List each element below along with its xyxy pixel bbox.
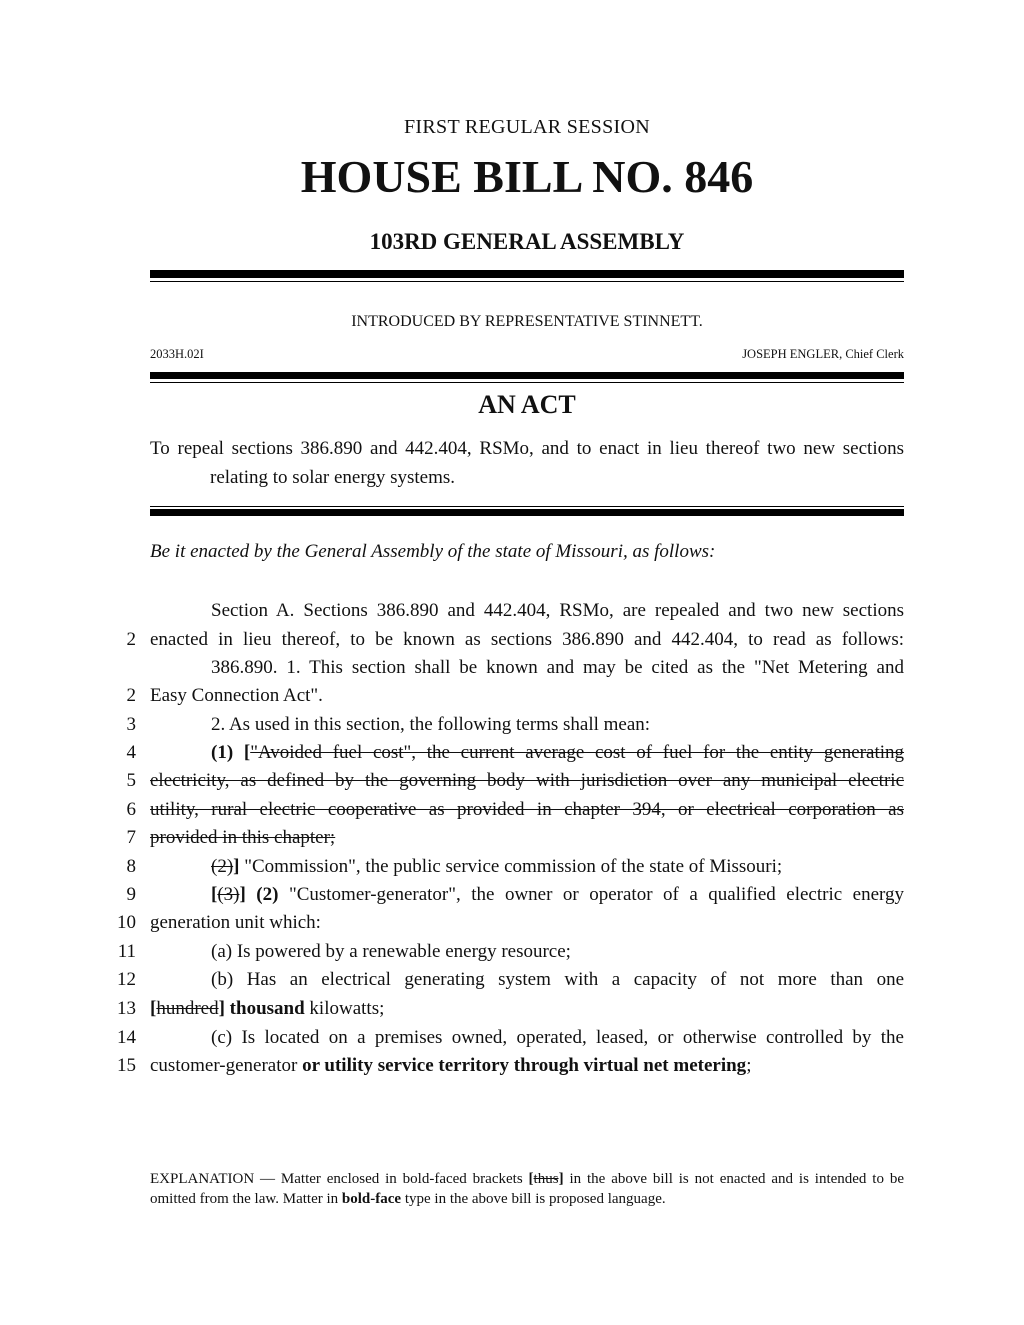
subsection-2: 2. As used in this section, the following terms shall mean: (211, 714, 651, 735)
line-number: 14 (117, 1027, 136, 1048)
bracket-open: (1) [ (211, 742, 251, 763)
bracket-open: [ (211, 884, 218, 905)
line-number: 6 (126, 799, 136, 820)
session-label: FIRST REGULAR SESSION (404, 116, 650, 138)
line-number: 2 (126, 685, 136, 706)
explanation-note (150, 1169, 904, 1209)
line-number: 15 (117, 1055, 136, 1076)
boldface-example: bold-face (341, 1191, 402, 1207)
new-text: ] thousand (218, 998, 305, 1019)
chief-clerk: JOSEPH ENGLER, Chief Clerk (742, 347, 904, 361)
assembly-label: 103RD GENERAL ASSEMBLY (369, 229, 685, 254)
explanation-part-2: in the above bill is not enacted and is intended to be omitted from the law. Matter in (150, 1171, 905, 1207)
deleted-text: hundred (156, 998, 219, 1019)
line-number: 12 (117, 969, 136, 990)
subparagraph-c-text: customer-generator (150, 1055, 303, 1076)
bracket-close: ] (233, 856, 240, 877)
body-rule-thick (150, 509, 904, 516)
line-number: 9 (126, 884, 136, 905)
section-a-line-2: enacted in lieu thereof, to be known as sections 386.890 and 442.404, to read as follows: (150, 629, 904, 650)
explanation-part-1: EXPLANATION — Matter enclosed in bold-faced brackets (150, 1171, 529, 1187)
subparagraph-c-line-1: (c) Is located on a premises owned, operated, leased, or otherwise controlled by the (211, 1027, 904, 1048)
paragraph-commission (211, 856, 904, 878)
act-title: AN ACT (478, 390, 576, 419)
line-number: 8 (126, 856, 136, 877)
section-386890-line-1: 386.890. 1. This section shall be known and may be cited as the "Net Metering and (211, 657, 904, 678)
line-number: 10 (117, 912, 136, 933)
subparagraph-b-line-2 (150, 998, 904, 1020)
paragraph-customer-generator-line-2: generation unit which: (150, 912, 321, 933)
line-number: 4 (126, 742, 136, 763)
subparagraph-b-text: kilowatts; (304, 998, 385, 1019)
paragraph-1-line-1 (211, 742, 904, 764)
subparagraph-c-end: ; (746, 1055, 752, 1076)
deleted-text: (3) (217, 884, 240, 905)
line-number: 5 (126, 770, 136, 791)
bill-title: HOUSE BILL NO. 846 (300, 151, 754, 202)
example-deleted: thus (533, 1171, 559, 1187)
bracket-open: [ (150, 998, 157, 1019)
act-rule-thick (150, 372, 904, 379)
customer-generator-definition: "Customer-generator", the owner or operator of a qualified electric energy (278, 884, 904, 905)
paragraph-1-line-4: provided in this chapter; (150, 827, 336, 848)
deleted-text: "Avoided fuel cost", the current average cost of fuel for the entity generating (250, 742, 905, 763)
header-rule-thin (150, 281, 904, 282)
paragraph-1-line-2: electricity, as defined by the governing body with jurisdiction over any municipal electric (150, 770, 904, 791)
line-number: 3 (126, 714, 136, 735)
purpose-line-1: To repeal sections 386.890 and 442.404, RSMo, and to enact in lieu thereof two new sections (150, 438, 904, 459)
section-a-line-1: Section A. Sections 386.890 and 442.404, RSMo, are repealed and two new sections (211, 600, 904, 621)
document-code: 2033H.02I (150, 347, 204, 361)
line-number: 13 (117, 998, 136, 1019)
purpose-line-2: relating to solar energy systems. (210, 466, 456, 488)
body-rule-thin (150, 506, 904, 507)
subparagraph-a: (a) Is powered by a renewable energy resource; (211, 941, 571, 962)
bracket-close: ] (558, 1171, 564, 1187)
explanation-part-3: type in the above bill is proposed language. (401, 1191, 666, 1207)
commission-definition: "Commission", the public service commission of the state of Missouri; (239, 856, 783, 877)
bracket-open: [ (528, 1171, 534, 1187)
bracket-close-new-number: ] (2) (239, 884, 279, 905)
line-number: 2 (126, 629, 136, 650)
line-number: 11 (117, 941, 136, 962)
section-386890-line-2: Easy Connection Act". (150, 685, 323, 706)
deleted-text: (2) (211, 856, 234, 877)
introduced-by: INTRODUCED BY REPRESENTATIVE STINNETT. (351, 313, 703, 330)
paragraph-customer-generator-line-1 (211, 884, 904, 906)
paragraph-1-line-3: utility, rural electric cooperative as provided in chapter 394, or electrical corporation as (150, 799, 904, 820)
header-rule-thick (150, 270, 904, 278)
subparagraph-b-line-1: (b) Has an electrical generating system with a capacity of not more than one (211, 969, 904, 990)
enacting-clause: Be it enacted by the General Assembly of the state of Missouri, as follows: (150, 541, 716, 562)
act-purpose (150, 435, 904, 492)
line-number: 7 (126, 827, 136, 848)
new-text: or utility service territory through virtual net metering (302, 1055, 747, 1076)
act-rule-thin (150, 382, 904, 383)
subparagraph-c-line-2 (150, 1055, 904, 1077)
